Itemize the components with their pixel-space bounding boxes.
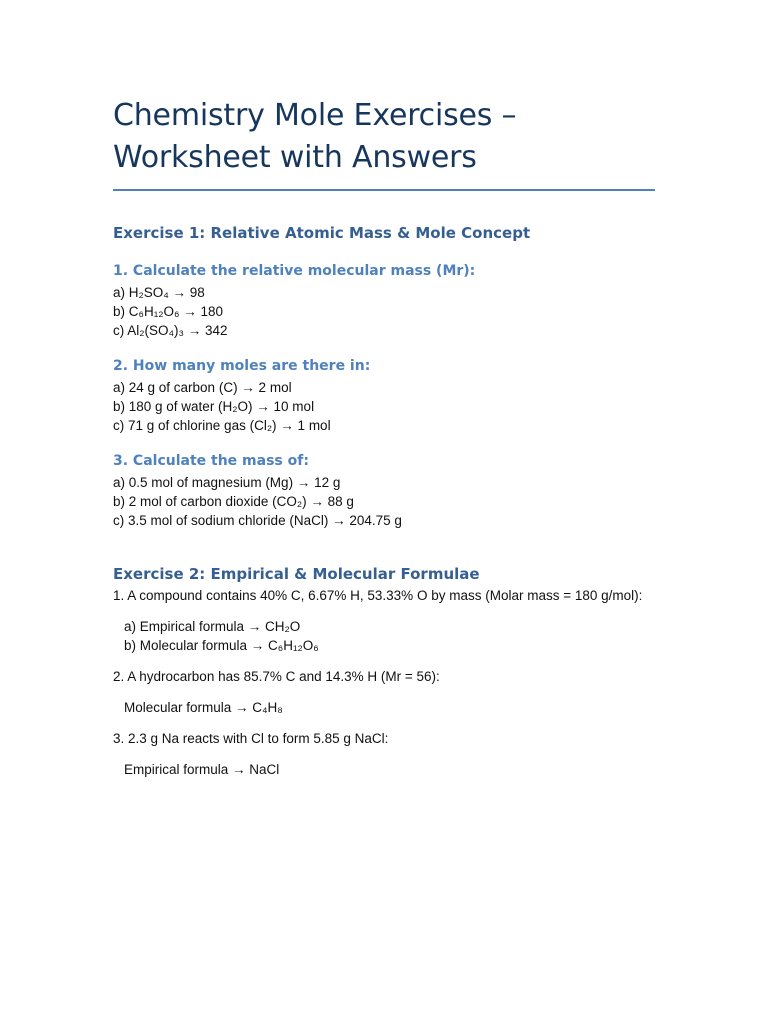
- answer-line: b) C₆H₁₂O₆ → 180: [113, 304, 223, 319]
- answer-line: a) 24 g of carbon (C) → 2 mol: [113, 380, 292, 395]
- exercise-1-question-2: [113, 356, 655, 435]
- answer-line: Molecular formula → C₄H₈: [124, 700, 283, 715]
- answer-line: c) Al₂(SO₄)₃ → 342: [113, 323, 228, 338]
- worksheet-page: [113, 95, 655, 779]
- exercise-1-question-1: [113, 261, 655, 340]
- exercise-2-question-2: [113, 667, 655, 717]
- question-text: 2. A hydrocarbon has 85.7% C and 14.3% H (Mr = 56):: [113, 669, 440, 684]
- answer-line: b) 180 g of water (H₂O) → 10 mol: [113, 399, 315, 414]
- exercise-2-section: [113, 564, 655, 779]
- exercise-1-section: [113, 223, 655, 530]
- answer-line: b) Molecular formula → C₆H₁₂O₆: [124, 638, 319, 653]
- title-underline: [113, 189, 655, 191]
- answer-line: a) H₂SO₄ → 98: [113, 285, 205, 300]
- answer-line: c) 3.5 mol of sodium chloride (NaCl) → 204.75 g: [113, 513, 402, 528]
- answer-line: c) 71 g of chlorine gas (Cl₂) → 1 mol: [113, 418, 331, 433]
- answer-line: b) 2 mol of carbon dioxide (CO₂) → 88 g: [113, 494, 354, 509]
- page-title: Chemistry Mole Exercises – Worksheet with Answers: [113, 98, 517, 175]
- answer-line: Empirical formula → NaCl: [124, 762, 280, 777]
- question-heading: 1. Calculate the relative molecular mass (Mr):: [113, 263, 476, 279]
- question-text: 3. 2.3 g Na reacts with Cl to form 5.85 g NaCl:: [113, 731, 389, 746]
- question-text: 1. A compound contains 40% C, 6.67% H, 53.33% O by mass (Molar mass = 180 g/mol):: [113, 588, 643, 603]
- question-heading: 2. How many moles are there in:: [113, 358, 371, 374]
- question-heading: 3. Calculate the mass of:: [113, 453, 309, 469]
- exercise-2-question-1: [113, 586, 655, 655]
- exercise-2-question-3: [113, 729, 655, 779]
- exercise-1-heading: Exercise 1: Relative Atomic Mass & Mole Concept: [113, 224, 531, 242]
- exercise-1-question-3: [113, 451, 655, 530]
- answer-line: a) 0.5 mol of magnesium (Mg) → 12 g: [113, 475, 341, 490]
- exercise-2-heading: Exercise 2: Empirical & Molecular Formulae: [113, 565, 480, 583]
- answer-line: a) Empirical formula → CH₂O: [124, 619, 301, 634]
